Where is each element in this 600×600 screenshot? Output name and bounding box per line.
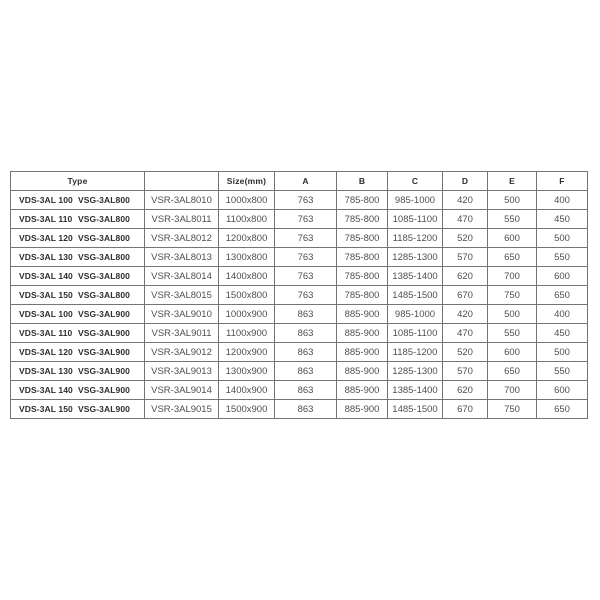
col-header-e: E [488,172,537,191]
vds-model-label: VDS-3AL 130 [19,252,73,262]
value-a-cell: 863 [275,324,337,343]
vsg-model-label: VSG-3AL900 [77,347,130,357]
value-d-cell: 470 [443,324,488,343]
value-e-cell: 750 [488,286,537,305]
value-b-cell: 785-800 [337,267,388,286]
value-c-cell: 1385-1400 [388,381,443,400]
value-c-cell: 1085-1100 [388,324,443,343]
table-row [11,248,588,267]
value-b-cell: 885-900 [337,305,388,324]
value-f-cell: 600 [537,381,588,400]
vsr-model-cell: VSR-3AL9015 [145,400,219,419]
type-cell [11,362,145,381]
type-cell [11,267,145,286]
size-cell: 1100x900 [219,324,275,343]
vsg-model-label: VSG-3AL800 [77,233,130,243]
col-header-a: A [275,172,337,191]
value-c-cell: 985-1000 [388,191,443,210]
value-e-cell: 550 [488,210,537,229]
type-cell [11,400,145,419]
value-f-cell: 550 [537,248,588,267]
value-d-cell: 470 [443,210,488,229]
type-cell [11,191,145,210]
table-row [11,286,588,305]
size-cell: 1300x900 [219,362,275,381]
value-b-cell: 885-900 [337,400,388,419]
value-a-cell: 763 [275,267,337,286]
value-b-cell: 885-900 [337,362,388,381]
value-e-cell: 500 [488,191,537,210]
vds-model-label: VDS-3AL 140 [19,385,73,395]
vsr-model-cell: VSR-3AL8015 [145,286,219,305]
vsg-model-label: VSG-3AL800 [77,195,130,205]
vds-model-label: VDS-3AL 150 [19,290,73,300]
value-f-cell: 400 [537,305,588,324]
value-b-cell: 885-900 [337,324,388,343]
value-b-cell: 785-800 [337,248,388,267]
vsr-model-cell: VSR-3AL8013 [145,248,219,267]
value-d-cell: 520 [443,229,488,248]
vsr-model-cell: VSR-3AL9013 [145,362,219,381]
table-row [11,191,588,210]
vds-model-label: VDS-3AL 130 [19,366,73,376]
value-b-cell: 785-800 [337,286,388,305]
size-cell: 1500x800 [219,286,275,305]
col-header-type: Type [11,172,145,191]
table-row [11,381,588,400]
vsr-model-cell: VSR-3AL9010 [145,305,219,324]
vsr-model-cell: VSR-3AL9014 [145,381,219,400]
value-d-cell: 570 [443,248,488,267]
value-c-cell: 1185-1200 [388,229,443,248]
value-d-cell: 420 [443,305,488,324]
value-a-cell: 863 [275,362,337,381]
table-row [11,305,588,324]
value-c-cell: 1485-1500 [388,286,443,305]
size-cell: 1000x800 [219,191,275,210]
value-e-cell: 600 [488,343,537,362]
value-c-cell: 985-1000 [388,305,443,324]
vds-model-label: VDS-3AL 110 [19,214,73,224]
size-cell: 1400x800 [219,267,275,286]
size-cell: 1100x800 [219,210,275,229]
value-a-cell: 863 [275,305,337,324]
vsr-model-cell: VSR-3AL8014 [145,267,219,286]
value-c-cell: 1185-1200 [388,343,443,362]
value-d-cell: 520 [443,343,488,362]
vds-model-label: VDS-3AL 100 [19,309,73,319]
vsg-model-label: VSG-3AL800 [77,214,130,224]
size-cell: 1400x900 [219,381,275,400]
value-a-cell: 863 [275,343,337,362]
value-d-cell: 420 [443,191,488,210]
col-header-size: Size(mm) [219,172,275,191]
value-c-cell: 1285-1300 [388,248,443,267]
header-row [11,172,588,191]
value-a-cell: 863 [275,381,337,400]
type-cell [11,343,145,362]
type-cell [11,305,145,324]
vsr-model-cell: VSR-3AL8011 [145,210,219,229]
vsg-model-label: VSG-3AL900 [77,385,130,395]
value-f-cell: 600 [537,267,588,286]
value-f-cell: 650 [537,400,588,419]
vsg-model-label: VSG-3AL900 [77,404,130,414]
vds-model-label: VDS-3AL 110 [19,328,73,338]
value-d-cell: 620 [443,381,488,400]
table-row [11,400,588,419]
vsg-model-label: VSG-3AL800 [77,252,130,262]
size-cell: 1000x900 [219,305,275,324]
value-f-cell: 450 [537,210,588,229]
table-row [11,343,588,362]
size-cell: 1500x900 [219,400,275,419]
size-cell: 1200x800 [219,229,275,248]
type-cell [11,210,145,229]
value-c-cell: 1285-1300 [388,362,443,381]
value-d-cell: 570 [443,362,488,381]
value-d-cell: 670 [443,400,488,419]
value-a-cell: 763 [275,191,337,210]
vds-model-label: VDS-3AL 120 [19,233,73,243]
value-f-cell: 450 [537,324,588,343]
size-cell: 1300x800 [219,248,275,267]
value-e-cell: 500 [488,305,537,324]
vds-model-label: VDS-3AL 150 [19,404,73,414]
vds-model-label: VDS-3AL 100 [19,195,73,205]
value-b-cell: 885-900 [337,343,388,362]
vds-model-label: VDS-3AL 120 [19,347,73,357]
col-header-c: C [388,172,443,191]
value-a-cell: 763 [275,248,337,267]
value-b-cell: 885-900 [337,381,388,400]
table-row [11,362,588,381]
value-f-cell: 500 [537,229,588,248]
table-body [11,191,588,419]
value-e-cell: 650 [488,362,537,381]
vsg-model-label: VSG-3AL900 [77,328,130,338]
value-f-cell: 500 [537,343,588,362]
value-b-cell: 785-800 [337,191,388,210]
value-f-cell: 650 [537,286,588,305]
table-row [11,324,588,343]
value-e-cell: 750 [488,400,537,419]
value-f-cell: 550 [537,362,588,381]
value-e-cell: 700 [488,267,537,286]
col-header-f: F [537,172,588,191]
value-a-cell: 763 [275,229,337,248]
value-a-cell: 863 [275,400,337,419]
value-b-cell: 785-800 [337,229,388,248]
value-a-cell: 763 [275,210,337,229]
value-c-cell: 1085-1100 [388,210,443,229]
col-header-b: B [337,172,388,191]
vsg-model-label: VSG-3AL800 [77,271,130,281]
type-cell [11,286,145,305]
value-b-cell: 785-800 [337,210,388,229]
value-f-cell: 400 [537,191,588,210]
vds-model-label: VDS-3AL 140 [19,271,73,281]
value-d-cell: 620 [443,267,488,286]
value-c-cell: 1485-1500 [388,400,443,419]
table-row [11,267,588,286]
value-c-cell: 1385-1400 [388,267,443,286]
vsr-model-cell: VSR-3AL8010 [145,191,219,210]
col-header-model [145,172,219,191]
table-row [11,229,588,248]
size-cell: 1200x900 [219,343,275,362]
value-e-cell: 700 [488,381,537,400]
vsg-model-label: VSG-3AL900 [77,309,130,319]
value-e-cell: 650 [488,248,537,267]
type-cell [11,248,145,267]
value-e-cell: 550 [488,324,537,343]
vsg-model-label: VSG-3AL800 [77,290,130,300]
value-e-cell: 600 [488,229,537,248]
vsr-model-cell: VSR-3AL9011 [145,324,219,343]
value-a-cell: 763 [275,286,337,305]
type-cell [11,324,145,343]
size-spec-table [10,171,588,419]
table-row [11,210,588,229]
vsr-model-cell: VSR-3AL8012 [145,229,219,248]
value-d-cell: 670 [443,286,488,305]
type-cell [11,381,145,400]
vsr-model-cell: VSR-3AL9012 [145,343,219,362]
type-cell [11,229,145,248]
col-header-d: D [443,172,488,191]
vsg-model-label: VSG-3AL900 [77,366,130,376]
